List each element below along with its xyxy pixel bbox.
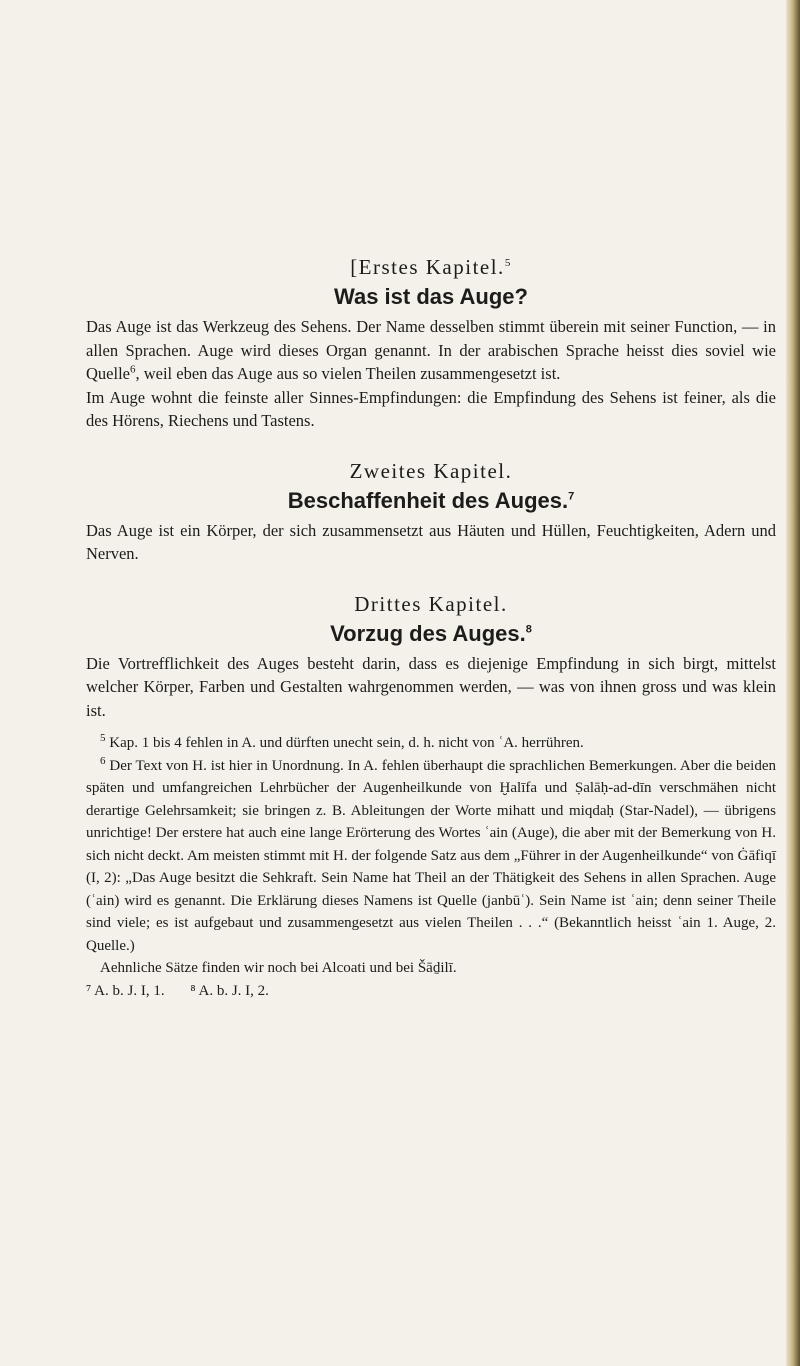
chapter3-heading: Drittes Kapitel. <box>354 591 508 616</box>
chapter1-para1: Das Auge ist das Werkzeug des Sehens. Der Name desselben stimmt überein mit seiner Function, — in allen Sprachen. Auge wird dieses Organ genannt. In der arabischen Sprache heisst dies soviel wie Quelle$^6$, weil eben das Auge aus so vielen Theilen zusammengesetzt ist. <box>86 317 776 383</box>
chapter3-title: Vorzug des Auges.$^8$ <box>330 620 532 646</box>
page-content <box>86 253 776 1002</box>
footnote-6-continuation: Aehnliche Sätze finden wir noch bei Alcoati und bei Šāḏilī. <box>100 960 457 976</box>
footnote-refs <box>86 980 776 1002</box>
footnote-8: ⁸ A. b. J. I, 2. <box>190 982 269 999</box>
chapter2-para1: Das Auge ist ein Körper, der sich zusammensetzt aus Häuten und Hüllen, Feuchtigkeiten, Adern und Nerven. <box>86 520 776 563</box>
chapter2-body <box>86 519 776 566</box>
chapter3-body <box>86 652 776 723</box>
page-edge <box>786 0 800 1366</box>
chapter1-title: Was ist das Auge? <box>334 284 528 309</box>
footnote-5: $^5$ Kap. 1 bis 4 fehlen in A. und dürften unecht sein, d. h. nicht von ʿA. herrühren. <box>100 732 584 751</box>
footnote-6: $^6$ Der Text von H. ist hier in Unordnung. In A. fehlen überhaupt die sprachlichen Bemerkungen. Aber die beiden späten und umfangreichen Lehrbücher der Augenheilkunde von Ḫalīfa und Ṣalāḥ-ad-dīn verschmähen nicht derartige Gelehrsamkeit; sie bringen z. B. Ableitungen der Worte mihatt und miqdaḥ (Star-Nadel), — übrigens unrichtige! Der erstere hat auch eine lange Erörterung des Wortes ʿain (Auge), die aber mit der Bemerkung von H. sich nicht deckt. Am meisten stimmt mit H. der folgende Satz aus dem „Führer in der Augenheilkunde“ von Ġāfiqī (I, 2): „Das Auge besitzt die Sehkraft. Sein Name hat Theil an der Thätigkeit des Sehens in allen Sprachen. Auge (ʿain) wird es genannt. Die Erklärung dieses Namens ist Quelle (janbūʿ). Sein Name ist ʿain; denn seiner Theile sind viele; es ist aufgebaut und zusammengesetzt aus vielen Theilen . . .“ (Bekanntlich heisst ʿain 1. Auge, 2. Quelle.) <box>86 754 777 954</box>
chapter3-para1: Die Vortrefflichkeit des Auges besteht darin, dass es diejenige Empfindung in sich birgt, mittelst welcher Körper, Farben und Gestalten wahrgenommen werden, — was von ihnen gross und was klein ist. <box>86 653 776 720</box>
chapter2-title: Beschaffenheit des Auges.$^7$ <box>287 487 575 513</box>
footnote-7: ⁷ A. b. J. I, 1. <box>86 982 165 999</box>
chapter2-heading: Zweites Kapitel. <box>349 458 513 483</box>
footnotes <box>86 732 776 1002</box>
chapter1-para2: Im Auge wohnt die feinste aller Sinnes-Empfindungen: die Empfindung des Sehens ist feiner, als die des Hörens, Riechens und Tastens. <box>86 387 776 430</box>
chapter1-heading: [Erstes Kapitel.$^5$ <box>350 255 512 279</box>
chapter1-body <box>86 315 776 433</box>
